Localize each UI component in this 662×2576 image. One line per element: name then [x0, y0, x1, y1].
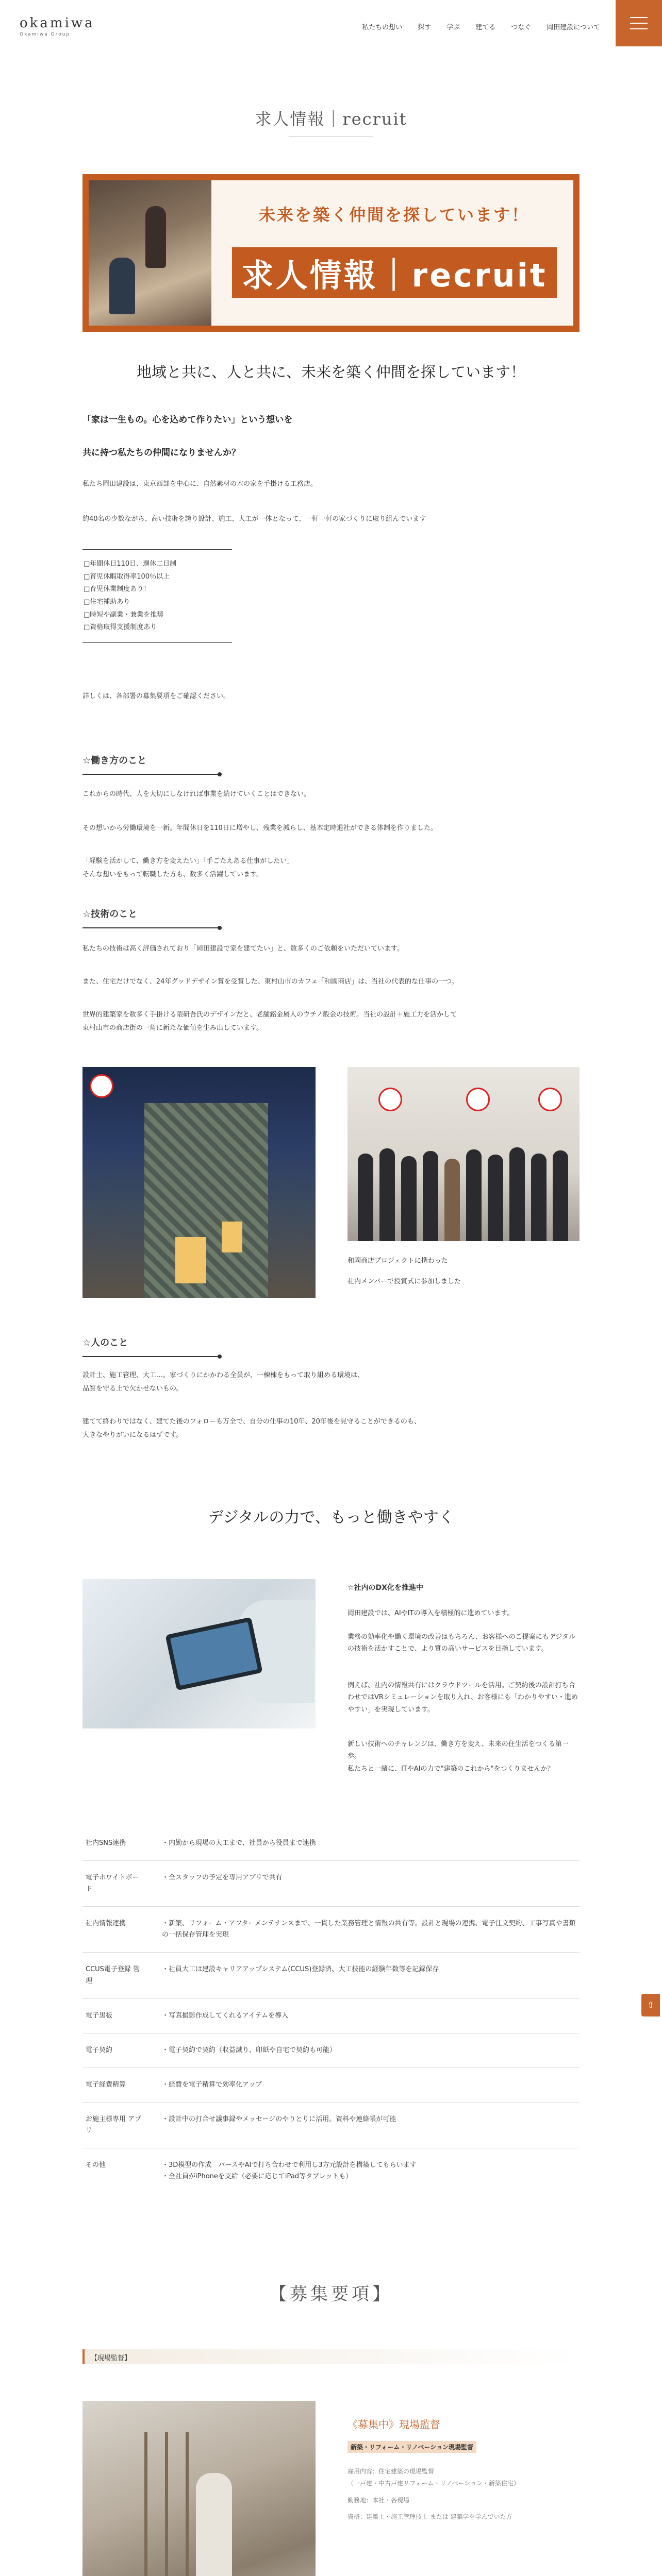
banner-title: 求人情報｜recruit [232, 247, 557, 298]
tech-p4: 東村山市の商店街の一角に新たな価値を生み出しています。 [82, 1024, 263, 1032]
table-row [82, 1861, 580, 1907]
people-p1: 設計士、施工管理、大工…。家づくりにかかわる全員が、一棟棟をもって取り組める環境は、 [82, 1371, 365, 1379]
lead-heading: 地域と共に、人と共に、未来を築く仲間を探しています！ [136, 363, 525, 381]
hamburger-icon-bar [630, 23, 648, 24]
good-design-award-icon [466, 1088, 490, 1111]
worker-figure [109, 258, 135, 314]
side-scroll-button[interactable] [641, 1994, 660, 2016]
table-row-key: お施主様専用 アプリ [86, 2115, 142, 2135]
table-row-value: ・新築、リフォーム・アフターメンテナンスまで、一貫した業務管理と情報の共有等。設計と現場の連携、電子注文契約、工事写真や書類の一括保存管理を実現 [162, 1920, 576, 1939]
section-underline [82, 927, 237, 928]
people-p2: 品質を守る上で欠かせないもの。 [82, 1385, 183, 1393]
lit-window [175, 1237, 206, 1283]
person-figure [401, 1156, 417, 1241]
hamburger-menu-button[interactable] [616, 0, 662, 46]
table-row-value: ・社員大工は建設キャリアアップシステム(CCUS)登録済、大工技能の経験年数等を記録保存 [162, 1965, 439, 1974]
job-info [347, 2466, 580, 2523]
intro-heading-2: 共に持つ私たちの仲間になりませんか？ [82, 448, 240, 458]
page-title: 求人情報｜recruit [255, 109, 407, 129]
person-figure [423, 1151, 438, 1241]
logo-subtitle: Okamiwa Group [20, 32, 71, 37]
dx-p3: 例えば、社内の情報共有にはクラウドツールを活用。ご契約後の設計打ち合わせではVRシミュレーションを取り入れ、お客様にも「わかりやすい・進めやすい」を実現しています。 [347, 1682, 578, 1714]
nav-item-search[interactable]: 探す [418, 24, 432, 31]
table-row [82, 1907, 580, 1953]
dx-p2: 業務の効率化や働く環境の改善はもちろん、お客様へのご提案にもデジタルの技術を活かすことで、より質の高いサービスを目指しています。 [347, 1633, 576, 1653]
table-row [82, 2068, 580, 2103]
section-title-work-style: ☆働き方のこと [82, 755, 147, 766]
intro-more: 詳しくは、各部署の募集要項をご確認ください。 [82, 692, 230, 700]
job-info-line: 資格：建築士・施工管理技士 または 建築学を学んでいた方 [347, 2513, 512, 2521]
nav-item-build[interactable]: 建てる [475, 24, 496, 31]
table-row [82, 1953, 580, 1998]
nav-item-learn[interactable]: 学ぶ [446, 24, 460, 31]
job-title[interactable]: 《募集中》現場監督 [347, 2418, 440, 2431]
tech-p1: 私たちの技術は高く評価されており「岡田建設で家を建てたい」と、数多くのご依頼をいただいています。 [82, 945, 404, 953]
table-row-value: ・全スタッフの予定を専用アプリで共有 [162, 1874, 283, 1882]
banner-photo-workers [89, 180, 211, 326]
table-row-key: その他 [86, 2161, 106, 2170]
dx-p5: 私たちと一緒に、ITやAIの力で"建築のこれから"をつくりませんか？ [347, 1765, 554, 1773]
work-style-p2: その想いから労働環境を一新。年間休日を110日に増やし、残業を減らし、基本定時退社ができる体制を作りました。 [82, 824, 437, 832]
title-divider [289, 136, 373, 137]
banner-inner [89, 180, 573, 326]
work-style-p1: これからの時代、人を大切にしなければ事業を続けていくことはできない。 [82, 790, 311, 798]
person-figure [358, 1154, 373, 1241]
section-underline [82, 1356, 237, 1357]
person-figure [531, 1154, 547, 1241]
photo-caption-2: 社内メンバーで授賞式に参加しました [347, 1278, 461, 1285]
table-row [82, 2103, 580, 2148]
dx-title: ☆社内のDX化を推進中 [347, 1584, 423, 1592]
benefit-item: □育児休業制度あり！ [84, 585, 151, 594]
recruit-heading: 【募集要項】 [269, 2284, 393, 2304]
job-photo-site-supervisor [82, 2401, 316, 2576]
job-info-line: 雇用内容：住宅建築の現場監督 [347, 2468, 435, 2475]
table-row-value: ・写真撮影作成してくれるアイテムを導入 [162, 2011, 289, 2020]
table-row [82, 2148, 580, 2194]
benefit-item: □資格取得支援制度あり [84, 623, 157, 632]
nav-item-about[interactable]: 岡田建設について [547, 24, 600, 31]
dx-table [82, 1826, 580, 2194]
award-building-photo [82, 1067, 316, 1298]
job-info-line: 勤務地：本社・各現場 [347, 2496, 410, 2504]
people-p3: 建てて終わりではなく、建てた後のフォローも万全で、自分の仕事の10年、20年後を見守ることができるのも、 [82, 1418, 421, 1426]
table-row-key: 電子黒板 [86, 2011, 113, 2020]
good-design-award-icon [538, 1088, 562, 1111]
building-facade [144, 1103, 268, 1298]
section-underline [82, 774, 237, 775]
banner-subtitle: 未来を築く仲間を探しています！ [259, 205, 530, 225]
table-row-value: ・電子契約で契約（収益減り、印紙や自宅で契約も可能） [162, 2046, 337, 2054]
table-row-value: ・設計中の打合せ議事録やメッセージのやりとりに活用。資料や連絡帳が可能 [162, 2115, 396, 2123]
person-figure [444, 1159, 460, 1241]
hamburger-icon-bar [630, 28, 648, 29]
table-row-key: 電子ホワイトボード [86, 1874, 139, 1893]
intro-heading-1: 「家は一生もの。心を込めて作りたい」という想いを [82, 415, 293, 425]
table-row-value: ・経費を電子精算で効率化アップ [162, 2080, 262, 2089]
work-style-p4: そんな想いをもって転職した方も、数多く活躍しています。 [82, 871, 263, 878]
lit-window [222, 1222, 242, 1252]
site-header [0, 0, 662, 52]
good-design-award-icon [90, 1074, 113, 1098]
person-figure [488, 1155, 503, 1241]
person-figure [379, 1148, 395, 1241]
work-style-p3: 「経験を活かして、働き方を変えたい」「手ごたえある仕事がしたい」 [82, 857, 294, 865]
table-row [82, 2033, 580, 2068]
tablet-photo [82, 1579, 316, 1728]
recruit-banner [82, 174, 580, 332]
digital-heading: デジタルの力で、もっと働きやすく [208, 1509, 454, 1527]
dx-p1: 岡田建設では、AIやITの導入を積極的に進めています。 [347, 1609, 514, 1617]
person-figure [553, 1150, 568, 1241]
tech-p3: 世界的建築家を数多く手掛ける隈研吾氏のデザインだと、老舗銘金属人のウチノ般金の技術。当社の設計＋施工力を活かして [82, 1011, 457, 1019]
person-figure [509, 1147, 525, 1241]
table-row-value: ・3D模型の作成 パースやAIで打ち合わせで利用し3方元設計を構築してもらいます ・全社員がiPhoneを支給（必要に応じてiPad等タブレットも） [162, 2161, 417, 2181]
dx-p4: 新しい技術へのチャレンジは、働き方を変え、未来の住生活をつくる第一歩。 [347, 1740, 569, 1760]
benefit-item: □住宅補助あり [84, 598, 130, 606]
benefits-list [82, 549, 232, 643]
hamburger-icon [630, 17, 648, 18]
job-info-line: （一戸建・中古戸建リフォーム・リノベーション・新築住宅） [347, 2479, 520, 2487]
table-row-key: 社内情報連携 [86, 1920, 126, 1928]
award-ceremony-photo [347, 1067, 580, 1241]
worker-figure [145, 206, 166, 268]
chevron-up-icon: ⇧ [647, 2000, 654, 2010]
tech-p2: また、住宅だけでなく、24年グッドデザイン賞を受賞した、東村山市のカフェ「和國商店」は、当社の代表的な仕事の一つ。 [82, 978, 458, 986]
intro-paragraph-1: 私たち岡田建設は、東京西部を中心に、自然素材の木の家を手掛ける工務店。 [82, 480, 318, 488]
table-row-key: 社内SNS連携 [86, 1839, 126, 1847]
benefit-item: □育児休暇取得率100％以上 [84, 572, 170, 581]
table-row-key: CCUS電子登録 管理 [86, 1965, 140, 1985]
table-row-key: 電子経費精算 [86, 2080, 126, 2089]
logo-text: okamiwa [20, 15, 95, 31]
benefit-item: □時短や副業・兼業を推奨 [84, 611, 164, 619]
table-row-key: 電子契約 [86, 2046, 113, 2054]
global-nav [362, 22, 600, 31]
intro-paragraph-2: 約40名の少数ながら、高い技術を誇り設計、施工、大工が一体となって、一軒一軒の家づくりに取り組んでいます [82, 515, 426, 523]
nav-item-connect[interactable]: つなぐ [511, 24, 532, 31]
table-row [82, 1826, 580, 1861]
worker-figure [196, 2473, 232, 2576]
nav-item-philosophy[interactable]: 私たちの想い [362, 24, 403, 31]
people-p4: 大きなやりがいになるはずです。 [82, 1431, 183, 1439]
section-title-people: ☆人のこと [82, 1337, 128, 1348]
section-title-tech: ☆技術のこと [82, 909, 138, 920]
good-design-award-icon [378, 1088, 402, 1111]
job-tag: 新築・リフォーム・リノベーション現場監督 [347, 2441, 476, 2453]
table-row-value: ・内勤から現場の大工まで、社員から役員まで連携 [162, 1839, 316, 1847]
table-row [82, 1999, 580, 2033]
benefit-item: □年間休日110日、週休二日制 [84, 560, 177, 568]
person-figure [466, 1149, 482, 1241]
logo[interactable] [20, 15, 95, 37]
photo-caption-1: 和國商店プロジェクトに携わった [347, 1257, 448, 1265]
job-label: 【現場監督】 [82, 2349, 580, 2364]
